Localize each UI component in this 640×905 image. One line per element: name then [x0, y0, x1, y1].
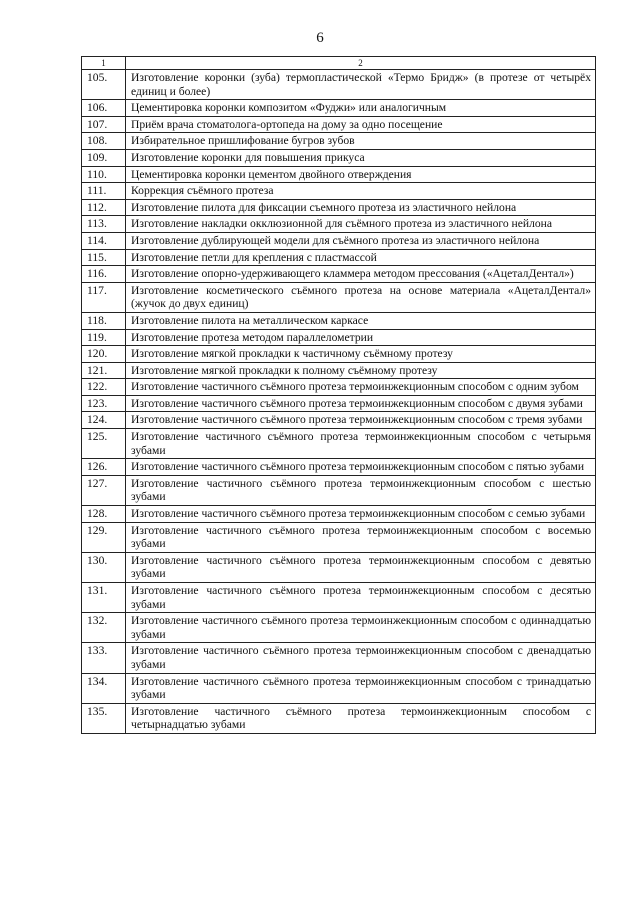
- row-number: 135.: [82, 703, 126, 733]
- table-row: [82, 70, 596, 100]
- row-description: Изготовление частичного съёмного протеза термоинжекционным способом с четырнадцатью зубами: [126, 703, 596, 733]
- column-header-description: 2: [126, 57, 596, 70]
- table-row: [82, 673, 596, 703]
- row-description: Изготовление мягкой прокладки к частичному съёмному протезу: [126, 346, 596, 363]
- table-row: [82, 459, 596, 476]
- table-row: [82, 183, 596, 200]
- services-table: [81, 56, 596, 734]
- table-row: [82, 232, 596, 249]
- row-number: 112.: [82, 199, 126, 216]
- row-number: 108.: [82, 133, 126, 150]
- row-description: Изготовление накладки окклюзионной для съёмного протеза из эластичного нейлона: [126, 216, 596, 233]
- table-row: [82, 703, 596, 733]
- row-description: Изготовление частичного съёмного протеза термоинжекционным способом с восемью зубами: [126, 522, 596, 552]
- row-description: Цементировка коронки цементом двойного отверждения: [126, 166, 596, 183]
- table-row: [82, 166, 596, 183]
- row-number: 129.: [82, 522, 126, 552]
- row-number: 121.: [82, 362, 126, 379]
- row-number: 134.: [82, 673, 126, 703]
- row-description: Изготовление частичного съёмного протеза термоинжекционным способом с двумя зубами: [126, 395, 596, 412]
- row-description: Изготовление частичного съёмного протеза термоинжекционным способом с десятью зубами: [126, 583, 596, 613]
- table-row: [82, 216, 596, 233]
- row-description: Цементировка коронки композитом «Фуджи» или аналогичным: [126, 100, 596, 117]
- row-description: Изготовление пилота для фиксации съемного протеза из эластичного нейлона: [126, 199, 596, 216]
- row-description: Изготовление протеза методом параллелометрии: [126, 329, 596, 346]
- table-row: [82, 412, 596, 429]
- table-row: [82, 116, 596, 133]
- row-number: 114.: [82, 232, 126, 249]
- table-row: [82, 199, 596, 216]
- row-description: Изготовление частичного съёмного протеза термоинжекционным способом с семью зубами: [126, 506, 596, 523]
- row-description: Изготовление частичного съёмного протеза термоинжекционным способом с пятью зубами: [126, 459, 596, 476]
- table-row: [82, 395, 596, 412]
- row-description: Коррекция съёмного протеза: [126, 183, 596, 200]
- row-number: 107.: [82, 116, 126, 133]
- row-number: 120.: [82, 346, 126, 363]
- table-row: [82, 346, 596, 363]
- table-row: [82, 552, 596, 582]
- table-row: [82, 329, 596, 346]
- row-description: Изготовление частичного съёмного протеза термоинжекционным способом с двенадцатью зубами: [126, 643, 596, 673]
- row-number: 132.: [82, 613, 126, 643]
- row-number: 126.: [82, 459, 126, 476]
- table-row: [82, 643, 596, 673]
- table-body: [82, 70, 596, 734]
- row-number: 117.: [82, 282, 126, 312]
- table-row: [82, 282, 596, 312]
- row-description: Изготовление коронки для повышения прикуса: [126, 149, 596, 166]
- row-number: 111.: [82, 183, 126, 200]
- row-number: 130.: [82, 552, 126, 582]
- table-row: [82, 149, 596, 166]
- row-number: 128.: [82, 506, 126, 523]
- table-row: [82, 506, 596, 523]
- row-number: 109.: [82, 149, 126, 166]
- row-description: Изготовление косметического съёмного протеза на основе материала «АцеталДентал» (жучок до двух единиц): [126, 282, 596, 312]
- row-description: Изготовление частичного съёмного протеза термоинжекционным способом с одним зубом: [126, 379, 596, 396]
- row-description: Изготовление частичного съёмного протеза термоинжекционным способом с тремя зубами: [126, 412, 596, 429]
- row-number: 127.: [82, 475, 126, 505]
- row-number: 123.: [82, 395, 126, 412]
- row-number: 116.: [82, 266, 126, 283]
- row-description: Изготовление коронки (зуба) термопластической «Термо Бридж» (в протезе от четырёх единиц и более): [126, 70, 596, 100]
- table-row: [82, 362, 596, 379]
- row-number: 113.: [82, 216, 126, 233]
- row-description: Изготовление петли для крепления с пластмассой: [126, 249, 596, 266]
- row-description: Изготовление дублирующей модели для съёмного протеза из эластичного нейлона: [126, 232, 596, 249]
- table-row: [82, 266, 596, 283]
- table-header-row: [82, 57, 596, 70]
- table-row: [82, 429, 596, 459]
- row-description: Изготовление частичного съёмного протеза термоинжекционным способом с четырьмя зубами: [126, 429, 596, 459]
- row-description: Изготовление частичного съёмного протеза термоинжекционным способом с тринадцатью зубами: [126, 673, 596, 703]
- row-number: 115.: [82, 249, 126, 266]
- row-description: Изготовление мягкой прокладки к полному съёмному протезу: [126, 362, 596, 379]
- row-number: 118.: [82, 312, 126, 329]
- row-number: 131.: [82, 583, 126, 613]
- row-description: Избирательное пришлифование бугров зубов: [126, 133, 596, 150]
- row-number: 105.: [82, 70, 126, 100]
- row-description: Изготовление опорно-удерживающего кламмера методом прессования («АцеталДентал»): [126, 266, 596, 283]
- table-row: [82, 100, 596, 117]
- table-row: [82, 475, 596, 505]
- row-description: Изготовление частичного съёмного протеза термоинжекционным способом с шестью зубами: [126, 475, 596, 505]
- row-number: 122.: [82, 379, 126, 396]
- table-row: [82, 249, 596, 266]
- column-header-number: 1: [82, 57, 126, 70]
- row-number: 125.: [82, 429, 126, 459]
- table-row: [82, 613, 596, 643]
- row-number: 133.: [82, 643, 126, 673]
- row-description: Приём врача стоматолога-ортопеда на дому за одно посещение: [126, 116, 596, 133]
- row-number: 110.: [82, 166, 126, 183]
- row-description: Изготовление пилота на металлическом каркасе: [126, 312, 596, 329]
- table-row: [82, 583, 596, 613]
- page-number: 6: [316, 30, 324, 46]
- row-number: 124.: [82, 412, 126, 429]
- table-row: [82, 312, 596, 329]
- row-number: 119.: [82, 329, 126, 346]
- table-row: [82, 379, 596, 396]
- row-description: Изготовление частичного съёмного протеза термоинжекционным способом с одиннадцатью зубами: [126, 613, 596, 643]
- row-number: 106.: [82, 100, 126, 117]
- table-row: [82, 133, 596, 150]
- table-row: [82, 522, 596, 552]
- row-description: Изготовление частичного съёмного протеза термоинжекционным способом с девятью зубами: [126, 552, 596, 582]
